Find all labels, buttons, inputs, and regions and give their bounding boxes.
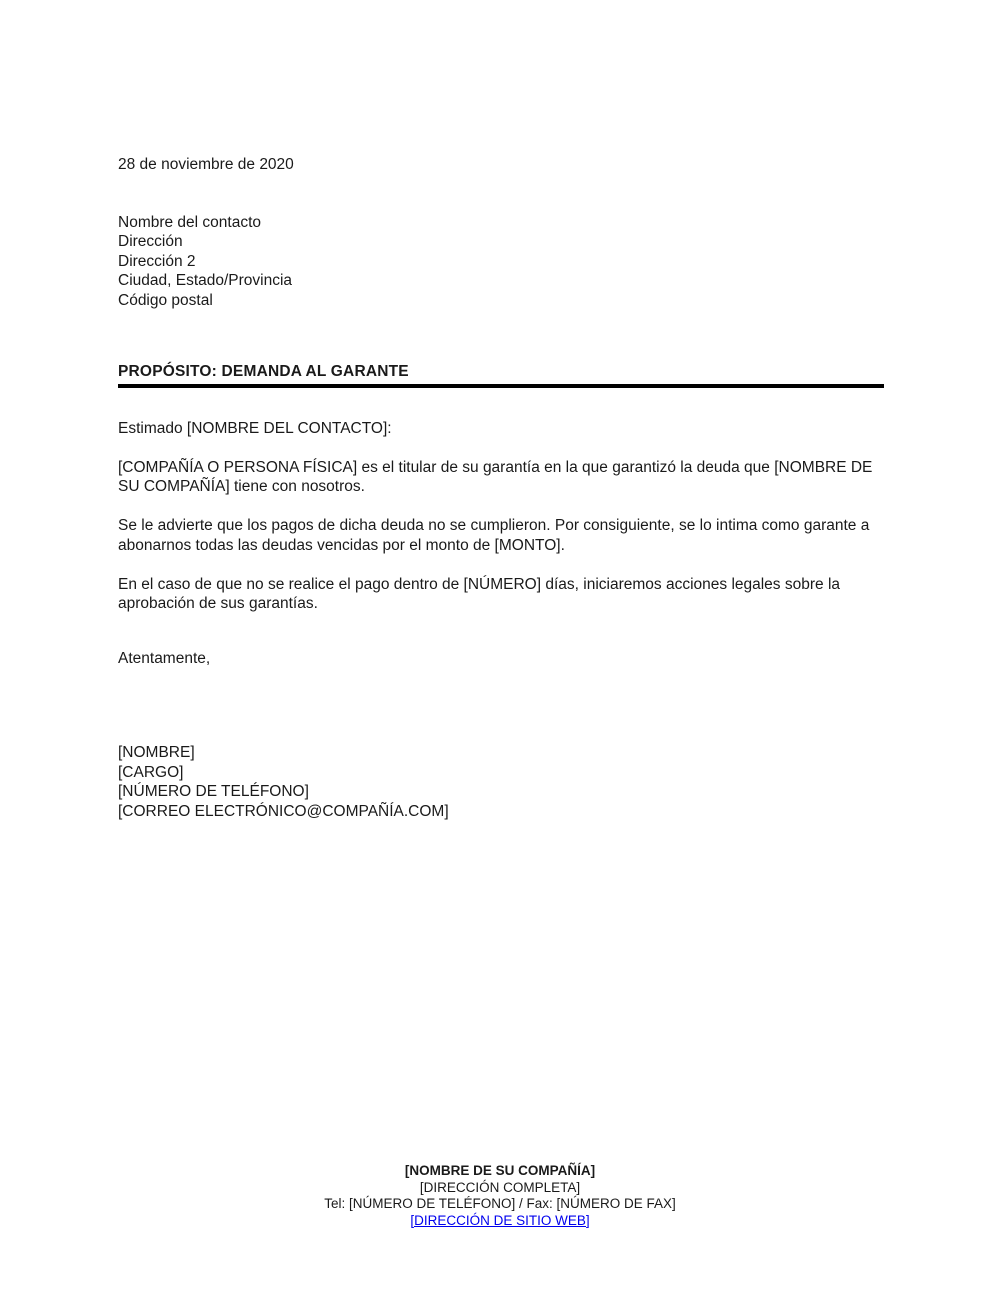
signature-title: [CARGO] (118, 763, 184, 781)
signature-phone: [NÚMERO DE TELÉFONO] (118, 783, 309, 800)
recipient-block (118, 213, 884, 311)
body-paragraph-1: [COMPAÑÍA O PERSONA FÍSICA] es el titular de su garantía en la que garantizó la deuda que [NOMBRE DE SU COMPAÑÍA] tiene con nosotros. (118, 458, 873, 495)
footer-website-link[interactable]: [DIRECCIÓN DE SITIO WEB] (410, 1212, 590, 1228)
signature-email: [CORREO ELECTRÓNICO@COMPAÑÍA.COM] (118, 802, 449, 820)
footer-website-line (0, 1213, 1000, 1230)
page-footer (0, 1163, 1000, 1229)
signature-name: [NOMBRE] (118, 744, 195, 761)
closing-line: Atentamente, (118, 649, 211, 667)
recipient-city-state: Ciudad, Estado/Provincia (118, 272, 293, 289)
letter-date: 28 de noviembre de 2020 (118, 156, 294, 173)
subject-divider-rule (118, 384, 884, 388)
footer-tel-fax: Tel: [NÚMERO DE TELÉFONO] / Fax: [NÚMERO DE FAX] (324, 1196, 676, 1212)
footer-address: [DIRECCIÓN COMPLETA] (419, 1179, 581, 1195)
recipient-name: Nombre del contacto (118, 213, 262, 231)
salutation: Estimado [NOMBRE DEL CONTACTO]: (118, 419, 392, 437)
footer-company-name: [NOMBRE DE SU COMPAÑÍA] (404, 1163, 596, 1178)
recipient-address-2: Dirección 2 (118, 252, 196, 270)
body-paragraph-2: Se le advierte que los pagos de dicha deuda no se cumplieron. Por consiguiente, se lo intima como garante a abonarnos todas las deudas vencidas por el monto de [MONTO]. (118, 517, 870, 554)
recipient-postal-code: Código postal (118, 291, 213, 309)
letter-body (118, 155, 884, 821)
recipient-address-1: Dirección (118, 233, 183, 250)
signature-block (118, 743, 884, 821)
subject-line: PROPÓSITO: DEMANDA AL GARANTE (118, 363, 409, 380)
body-paragraph-3: En el caso de que no se realice el pago dentro de [NÚMERO] días, iniciaremos acciones legales sobre la aprobación de sus garantías. (118, 575, 841, 612)
